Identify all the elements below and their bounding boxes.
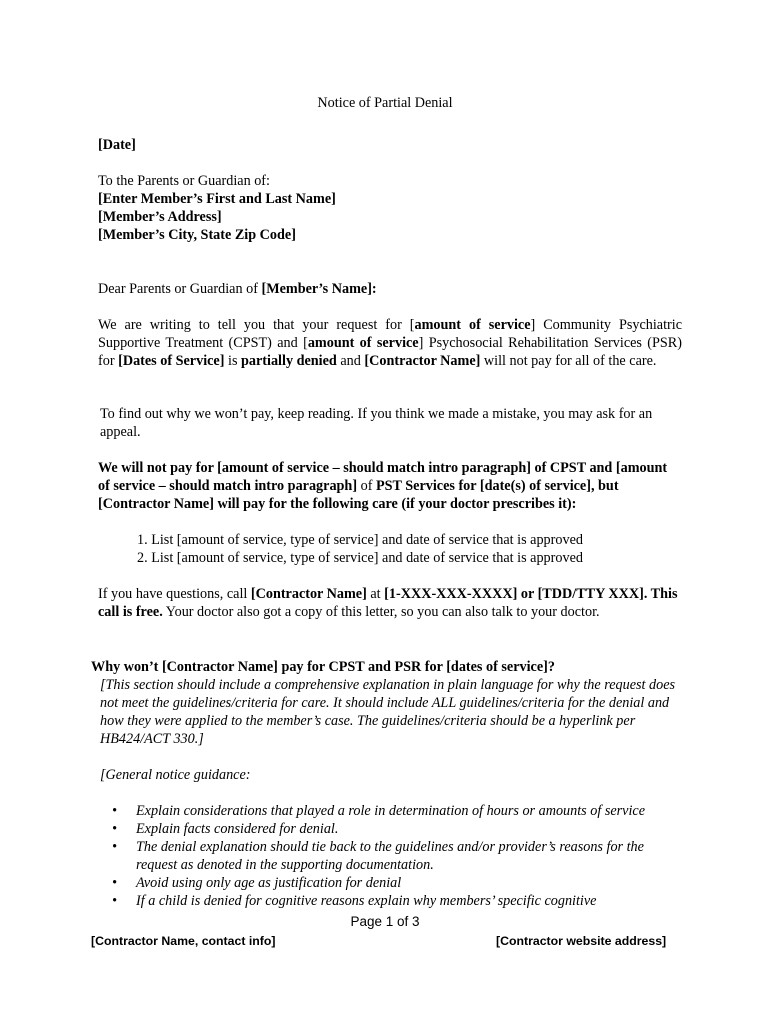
bullet-icon: • <box>112 875 117 891</box>
intro-partially-denied: partially denied <box>241 353 337 369</box>
intro-paragraph <box>98 316 682 370</box>
member-name-placeholder: [Enter Member’s First and Last Name] <box>98 191 336 207</box>
questions-text-3: Your doctor also got a copy of this letter, so you can also talk to your doctor. <box>162 604 600 620</box>
recipient-block <box>98 172 336 244</box>
guidance-bullet-item <box>108 874 688 892</box>
intro-text-2: ] Community Psychiatric Supportive Treatment (CPST) and [ <box>98 317 683 351</box>
member-address-placeholder: [Member’s Address] <box>98 209 222 225</box>
questions-contractor: [Contractor Name] <box>250 586 367 602</box>
intro-contractor: [Contractor Name] <box>364 353 481 369</box>
will-not-pay-bold-2: PST Services for [date(s) of service], but [Contractor Name] will pay for the following care (if your doctor prescribes it): <box>98 478 619 512</box>
intro-text-5: and <box>336 353 365 369</box>
bullet-text: If a child is denied for cognitive reasons explain why members’ specific cognitive <box>136 893 597 909</box>
bullet-icon: • <box>112 839 117 855</box>
find-out-paragraph: To find out why we won’t pay, keep reading. If you think we made a mistake, you may ask for an appeal. <box>100 406 653 440</box>
general-guidance: [General notice guidance: <box>100 767 251 783</box>
bullet-text: The denial explanation should tie back to the guidelines and/or provider’s reasons for the request as denoted in the supporting documentation. <box>136 839 644 873</box>
salutation-prefix: Dear Parents or Guardian of <box>98 281 262 297</box>
will-not-pay-paragraph <box>98 459 680 513</box>
date-placeholder: [Date] <box>98 137 136 153</box>
guidance-bullets <box>108 802 688 910</box>
why-heading: Why won’t [Contractor Name] pay for CPST and PSR for [dates of service]? <box>91 659 555 675</box>
bullet-icon: • <box>112 803 117 819</box>
will-not-pay-text: of <box>357 478 376 494</box>
questions-phone: [1-XXX-XXX-XXXX] or [TDD/TTY XXX]. This call is free. <box>98 586 678 620</box>
document-title: Notice of Partial Denial <box>317 95 453 111</box>
questions-text-1: If you have questions, call <box>98 586 251 602</box>
will-not-pay-bold-1: We will not pay for [amount of service – should match intro paragraph] of CPST and [amount of service – should match intro paragraph] <box>98 460 668 494</box>
intro-amount-1: amount of service <box>414 317 531 333</box>
bullet-text: Avoid using only age as justification for denial <box>136 875 402 891</box>
questions-text-2: at <box>366 586 385 602</box>
bullet-text: Explain facts considered for denial. <box>136 821 339 837</box>
guidance-bullet-item <box>108 838 688 874</box>
footer-contractor-info: [Contractor Name, contact info] <box>91 934 276 948</box>
bullet-icon: • <box>112 893 117 909</box>
intro-amount-2: amount of service <box>307 335 419 351</box>
salutation-name: [Member’s Name]: <box>261 281 377 297</box>
bullet-text: Explain considerations that played a role in determination of hours or amounts of service <box>136 803 645 819</box>
questions-paragraph <box>98 585 682 621</box>
guidance-bullet-item <box>108 820 688 838</box>
page-number: Page 1 of 3 <box>350 914 420 929</box>
approved-item: 2. List [amount of service, type of service] and date of service that is approved <box>137 550 583 566</box>
footer-website: [Contractor website address] <box>496 934 667 948</box>
member-city-placeholder: [Member’s City, State Zip Code] <box>98 227 296 243</box>
intro-text-6: will not pay for all of the care. <box>480 353 657 369</box>
intro-dates: [Dates of Service] <box>118 353 225 369</box>
salutation <box>98 280 377 298</box>
approved-list <box>137 531 583 567</box>
why-body: [This section should include a comprehensive explanation in plain language for why the request does not meet the guidelines/criteria for care. It should include ALL guidelines/criteria for the denial and how they were applied to the member’s case. The guidelines/criteria should be a hyperlink per HB424/ACT 330.] <box>100 677 676 747</box>
intro-text-1: We are writing to tell you that your request for [ <box>98 317 415 333</box>
guidance-bullet-item <box>108 892 688 910</box>
intro-text-4: is <box>224 353 242 369</box>
approved-item: 1. List [amount of service, type of service] and date of service that is approved <box>137 532 583 548</box>
intro-text-3: ] Psychosocial Rehabilitation Services (PSR) for <box>98 335 682 369</box>
guidance-bullet-item <box>108 802 688 820</box>
bullet-icon: • <box>112 821 117 837</box>
to-line: To the Parents or Guardian of: <box>98 173 270 189</box>
